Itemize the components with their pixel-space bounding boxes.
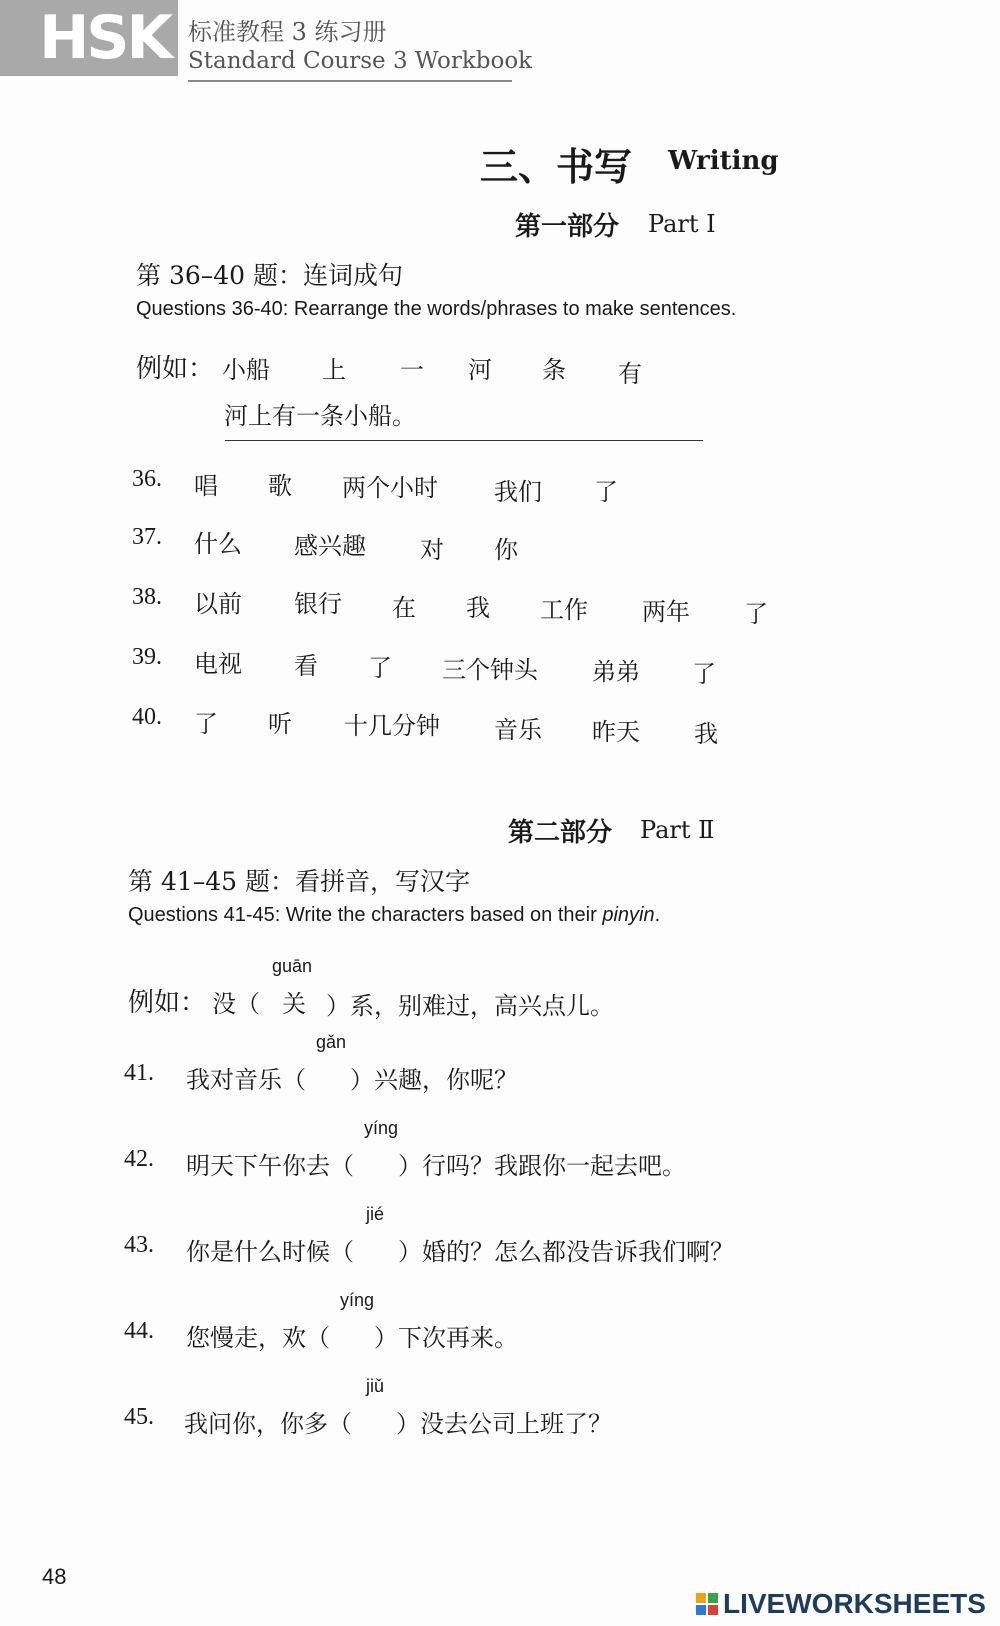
word-tile[interactable]: 感兴趣 — [294, 532, 366, 560]
question-text — [186, 1146, 686, 1181]
question-number: 41. — [124, 1060, 154, 1086]
part2-example-after: ）系，别难过，高兴点儿。 — [326, 992, 614, 1020]
word-tile[interactable]: 了 — [594, 478, 618, 506]
question-number: 36. — [132, 466, 162, 492]
word-tile[interactable]: 我 — [694, 720, 718, 748]
question-text-before: 您慢走，欢（ — [186, 1324, 330, 1352]
question-text-after: ）下次再来。 — [374, 1324, 518, 1352]
question-text — [186, 1232, 734, 1267]
example-word: 河 — [468, 356, 492, 384]
word-tile[interactable]: 什么 — [194, 530, 242, 558]
part1-example-label: 例如： — [136, 354, 215, 384]
example-answer-rule — [225, 440, 703, 441]
question-pinyin: jiǔ — [366, 1376, 385, 1396]
example-word: 有 — [618, 360, 642, 388]
example-answer: 河上有一条小船。 — [224, 402, 416, 430]
question-number: 42. — [124, 1146, 154, 1172]
question-text — [186, 1060, 518, 1095]
question-number: 39. — [132, 644, 162, 670]
section-title-cn: 三、书写 — [480, 144, 633, 189]
example-pinyin: guān — [272, 956, 313, 976]
word-tile[interactable]: 听 — [268, 710, 292, 738]
word-tile[interactable]: 两年 — [642, 598, 690, 626]
word-tile[interactable]: 歌 — [268, 472, 292, 500]
word-tile[interactable]: 对 — [420, 536, 444, 564]
question-text-after: ）行吗？我跟你一起去吧。 — [398, 1152, 686, 1180]
word-tile[interactable]: 了 — [744, 600, 768, 628]
word-tile[interactable]: 了 — [194, 710, 218, 738]
word-tile[interactable]: 银行 — [294, 590, 342, 618]
instruction-pinyin-word: pinyin — [602, 904, 655, 926]
question-number: 37. — [132, 524, 162, 550]
word-tile[interactable]: 唱 — [194, 472, 218, 500]
question-text-before: 我对音乐（ — [186, 1066, 306, 1094]
example-word: 条 — [542, 356, 566, 384]
instruction-period: . — [654, 904, 661, 926]
question-text-after: ）没去公司上班了？ — [396, 1410, 612, 1438]
question-number: 43. — [124, 1232, 154, 1258]
question-number: 38. — [132, 584, 162, 610]
question-text-before: 你是什么时候（ — [186, 1238, 354, 1266]
page-number: 48 — [42, 1564, 67, 1589]
header-title-en: Standard Course 3 Workbook — [188, 48, 533, 74]
question-pinyin: yíng — [364, 1118, 399, 1138]
part2-example-answer: 关 — [282, 990, 306, 1018]
example-word: 小船 — [222, 356, 270, 384]
hsk-logo: HSK — [0, 0, 178, 76]
header-rule — [188, 80, 512, 82]
word-tile[interactable]: 了 — [692, 660, 716, 688]
question-pinyin: gǎn — [316, 1032, 347, 1052]
part2-example-label: 例如： — [128, 988, 207, 1018]
word-tile[interactable]: 我 — [466, 594, 490, 622]
question-pinyin: jié — [366, 1204, 385, 1224]
question-text-after: ）婚的？怎么都没告诉我们啊？ — [398, 1238, 734, 1266]
section-title-en: Writing — [668, 146, 779, 176]
example-word: 上 — [322, 356, 346, 384]
part1-instruction-cn: 第 36–40 题：连词成句 — [136, 261, 404, 290]
question-text — [186, 1318, 518, 1353]
word-tile[interactable]: 在 — [392, 594, 416, 622]
question-text-after: ）兴趣，你呢？ — [350, 1066, 518, 1094]
question-text-before: 明天下午你去（ — [186, 1152, 354, 1180]
part1-heading-en: Part Ⅰ — [648, 210, 716, 238]
liveworksheets-logo[interactable] — [696, 1588, 986, 1620]
word-tile[interactable]: 我们 — [494, 478, 542, 506]
word-tile[interactable]: 弟弟 — [592, 658, 640, 686]
question-number: 44. — [124, 1318, 154, 1344]
word-tile[interactable]: 工作 — [540, 596, 588, 624]
word-tile[interactable]: 两个小时 — [342, 474, 438, 502]
liveworksheets-brand: LIVEWORKSHEETS — [723, 1588, 986, 1619]
word-tile[interactable]: 以前 — [194, 590, 242, 618]
question-text-before: 我问你，你多（ — [184, 1410, 352, 1438]
word-tile[interactable]: 了 — [368, 654, 392, 682]
word-tile[interactable]: 昨天 — [592, 718, 640, 746]
part2-instruction-en — [128, 904, 660, 927]
word-tile[interactable]: 电视 — [194, 650, 242, 678]
question-number: 45. — [124, 1404, 154, 1430]
liveworksheets-icon — [696, 1593, 718, 1615]
instruction-text: Questions 41-45: Write the characters based on their — [128, 904, 603, 926]
part1-heading-cn: 第一部分 — [515, 212, 620, 242]
word-tile[interactable]: 看 — [294, 652, 318, 680]
part2-instruction-cn: 第 41–45 题：看拼音，写汉字 — [128, 867, 471, 896]
part2-heading-en: Part Ⅱ — [640, 816, 715, 844]
word-tile[interactable]: 你 — [494, 536, 518, 564]
part1-instruction-en: Questions 36-40: Rearrange the words/phrases to make sentences. — [136, 298, 737, 320]
word-tile[interactable]: 十几分钟 — [344, 712, 440, 740]
word-tile[interactable]: 音乐 — [494, 716, 542, 744]
header-title-cn: 标准教程 3 练习册 — [188, 18, 387, 46]
example-word: 一 — [400, 356, 424, 384]
part2-example-before: 没（ — [212, 990, 260, 1018]
question-pinyin: yíng — [340, 1290, 375, 1310]
question-text — [184, 1404, 612, 1439]
question-number: 40. — [132, 704, 162, 730]
word-tile[interactable]: 三个钟头 — [442, 656, 538, 684]
part2-heading-cn: 第二部分 — [508, 818, 613, 848]
